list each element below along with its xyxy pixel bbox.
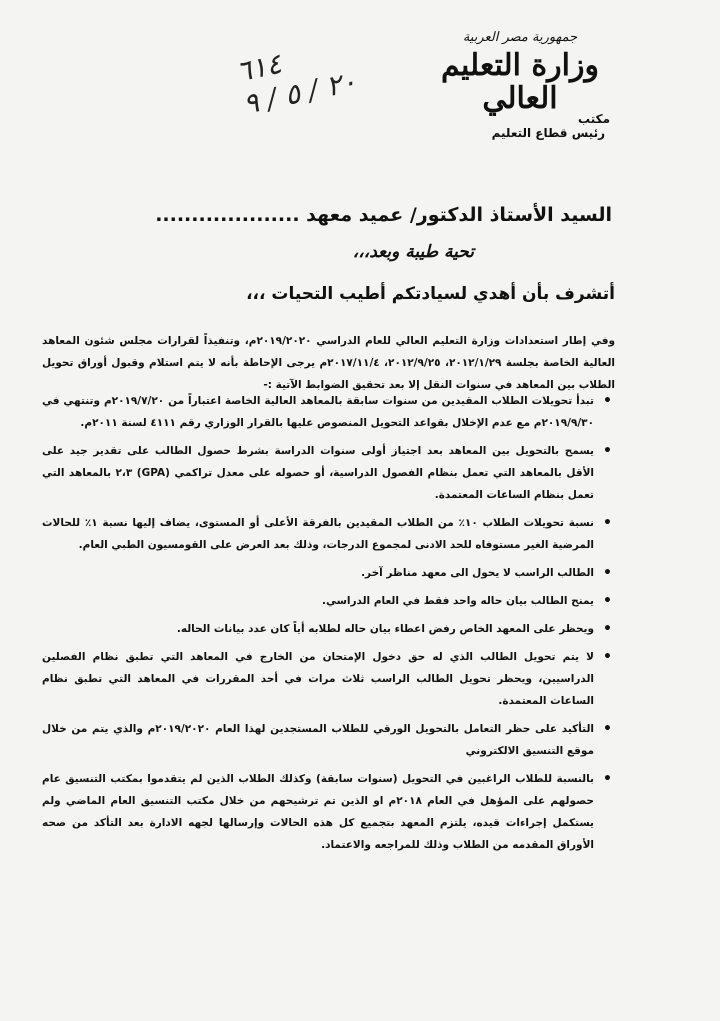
list-item: • يسمح بالتحويل بين المعاهد بعد اجتياز أولى سنوات الدراسة بشرط حصول الطالب على تقدير جيد على الأقل بالمعاهد التي تعمل بنظام الفصول الدراسية، أو حصوله على معدل تراكمي (GPA) ٢،٣ بالمعاهد التي تعمل بنظام الساعات المعتمدة.	[42, 440, 612, 506]
greeting: تحية طيبة وبعد،،،	[352, 242, 474, 262]
list-item: • نسبة تحويلات الطلاب ١٠٪ من الطلاب المقيدين بالفرقة الأعلى أو المستوى، يضاف إليها نسبة ١٪ للحالات المرضية الغير مستوفاه للحد الادنى لمجموع الدرجات، وذلك بعد العرض على القومسيون الطبي العام.	[42, 512, 612, 556]
list-item: • بالنسبة للطلاب الراغبين في التحويل (سنوات سابقة) وكذلك الطلاب الذين لم يتقدموا بمكتب التنسيق عام حصولهم على المؤهل في العام ٢٠١٨م او الذين تم ترشيحهم من خلال مكتب التنسيق العام الماضي ولم يستكمل إجراءات قيده، يلتزم المعهد بتجميع كل هذه الحالات وإرسالها لجهه الادارة بعد التأكد من صحه الأوراق المقدمه من الطلاب وذلك للمراجعه والاعتماد.	[42, 768, 612, 856]
handwritten-ref-date: ٢٠ / ٥ / ٩	[240, 64, 360, 121]
letterhead-office: مكتب	[577, 112, 610, 126]
intro-paragraph: وفي إطار استعدادات وزارة التعليم العالي للعام الدراسي ٢٠١٩/٢٠٢٠م، وتنفيذاً لقرارات مجلس شئون المعاهد العالية الخاصة بجلسة ٢٠١٢/١/٢٩، ٢٠١٢/٩/٢٥، ٢٠١٧/١١/٤م يرجى الإحاطة بأنه لا يتم استلام وقبول أوراق تحويل الطلاب بين المعاهد في سنوات النقل إلا بعد تحقيق الضوابط الآتية :-	[42, 335, 615, 391]
respects-line: أتشرف بأن أهدي لسيادتكم أطيب التحيات ،،،	[246, 284, 615, 304]
letterhead-head: رئيس قطاع التعليم	[491, 126, 605, 140]
list-item: • يمنح الطالب بيان حاله واحد فقط في العام الدراسي.	[42, 590, 612, 612]
letterhead-ministry: وزارة التعليم العالي	[441, 48, 599, 116]
list-item: • الطالب الراسب لا يحول الى معهد مناظر آخر.	[42, 562, 612, 584]
salutation: السيد الأستاذ الدكتور/ عميد معهد ....................	[155, 204, 612, 226]
letterhead	[425, 30, 615, 115]
list-item: • لا يتم تحويل الطالب الذي له حق دخول الإمتحان من الخارج في المعاهد التي تطبق نظام الفصلين الدراسيين، ويحظر تحويل الطالب الراسب ثلاث مرات في أحد المقررات في المعاهد التي تطبق نظام الساعات المعتمدة.	[42, 646, 612, 712]
rules-list	[42, 390, 612, 862]
list-item: • تبدأ تحويلات الطلاب المقيدين من سنوات سابقة بالمعاهد العالية الخاصة اعتباراً من ٢٠١٩/٧/٢٠م وتنتهي في ٢٠١٩/٩/٣٠م مع عدم الإخلال بقواعد التحويل المنصوص عليها بالقرار الوزاري رقم ٤١١١ لسنة ٢٠١١م.	[42, 390, 612, 434]
list-item: • التأكيد على حظر التعامل بالتحويل الورقي للطلاب المستجدين لهذا العام ٢٠١٩/٢٠٢٠م والذي يتم من خلال موقع التنسيق الالكتروني	[42, 718, 612, 762]
list-item: • ويحظر على المعهد الخاص رفض اعطاء بيان حاله لطلابه أياً كان عدد بيانات الحاله.	[42, 618, 612, 640]
handwritten-ref-number: ٦١٤	[233, 46, 285, 89]
letterhead-country: جمهورية مصر العربية	[462, 30, 578, 45]
handwritten-reference	[233, 25, 392, 121]
